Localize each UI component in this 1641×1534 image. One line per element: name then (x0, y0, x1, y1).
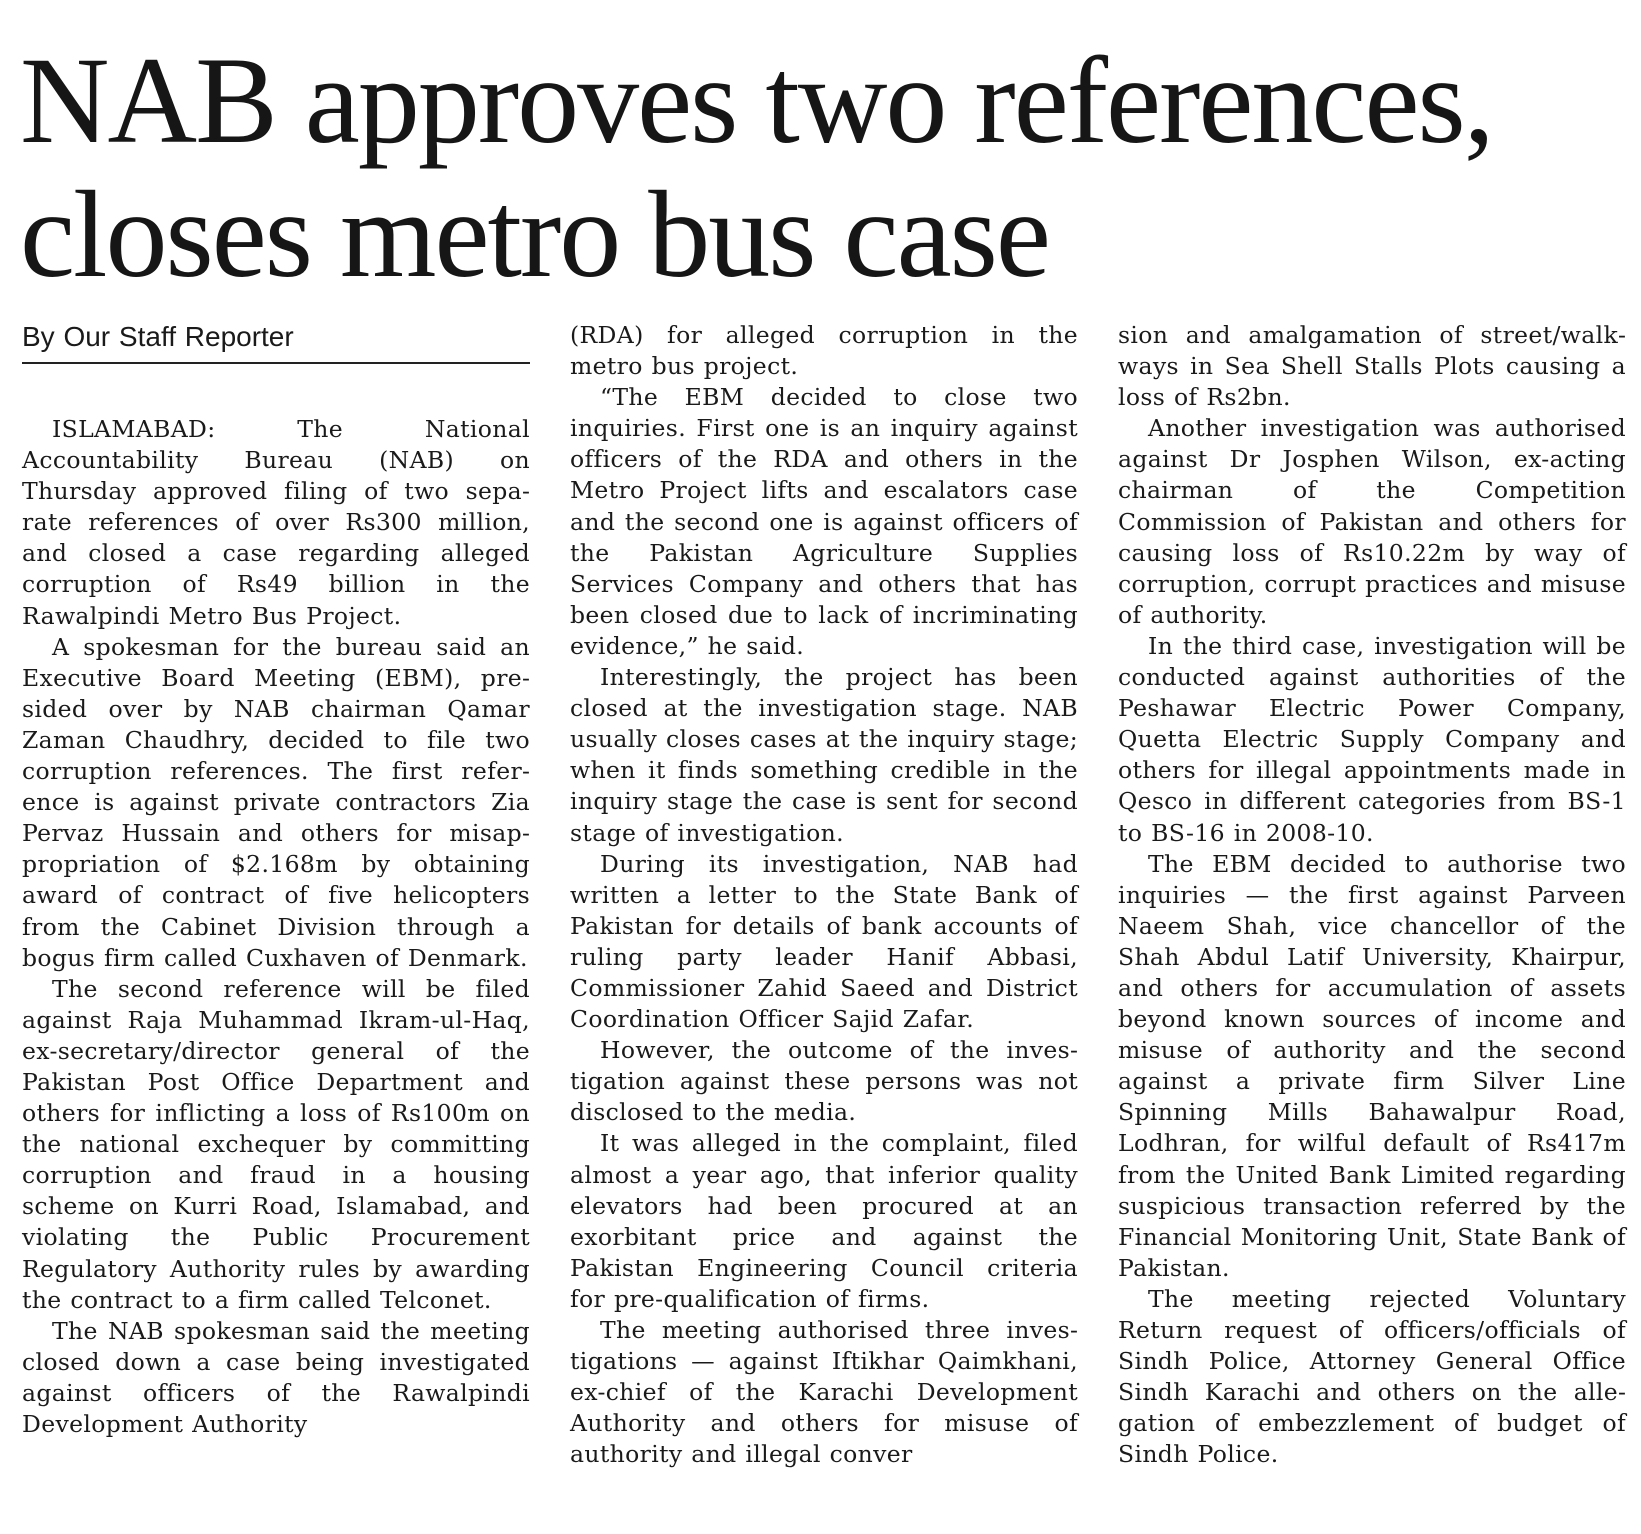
paragraph: The meeting rejected Voluntary Return request of officers/officials of Sindh Police, Attorney General Office Sindh Karachi and others on the allegation of embezzlement of budget of Sindh Police. (1118, 1284, 1626, 1469)
paragraph: It was alleged in the complaint, filed almost a year ago, that inferior quality elevators had been procured at an exorbitant price and against the Pakistan Engineering Council criteria for pre-qualification of firms. (570, 1129, 1078, 1313)
headline (20, 34, 1620, 302)
headline-line-2: closes metro bus case (20, 166, 1049, 303)
paragraph: The EBM decided to authorise two inquiries — the first against Parveen Naeem Shah, vice chancellor of the Shah Abdul Latif University, Khairpur, and others for accumulation of assets beyond known sources of income and misuse of authority and the second against a private firm Silver Line Spinning Mills Bahawalpur Road, Lodhran, for wilful default of Rs417m from the United Bank Limited regarding suspicious transaction referred by the Financial Monitoring Unit, State Bank of Pakistan. (1118, 849, 1626, 1282)
paragraph: A spokesman for the bureau said an Executive Board Meeting (EBM), presided over by NAB chairman Qamar Zaman Chaudhry, decided to file two corruption references. The first reference is against private contractors Zia Pervaz Hussain and others for misappropriation of $2.168m by obtaining award of contract of five helicopters from the Cabinet Division through a bogus firm called Cuxhaven of Denmark. (22, 632, 530, 972)
byline: By Our Staff Reporter (22, 320, 530, 364)
paragraph: During its investigation, NAB had written a letter to the State Bank of Pakistan for details of bank accounts of ruling party leader Hanif Abbasi, Commissioner Zahid Saeed and District Coordination Officer Sajid Zafar. (570, 849, 1078, 1034)
column-2 (570, 320, 1078, 1520)
paragraph: The meeting authorised three investigations — against Iftikhar Qaimkhani, ex-chief of the Karachi Development Authority and others for misuse of authority and illegal conver (570, 1316, 1078, 1469)
column-3 (1118, 320, 1626, 1520)
paragraph-continued: sion and amalgamation of street/walkways in Sea Shell Stalls Plots causing a loss of Rs2bn. (1118, 321, 1626, 412)
paragraph-continued: (RDA) for alleged corruption in the metro bus project. (570, 321, 1078, 381)
column-1 (22, 320, 530, 1520)
paragraph: In the third case, investigation will be conducted against authorities of the Peshawar Electric Power Company, Quetta Electric Supply Company and others for illegal appointments made in Qesco in different categories from BS-1 to BS-16 in 2008-10. (1118, 631, 1626, 847)
paragraph: Interestingly, the project has been closed at the investigation stage. NAB usually closes cases at the inquiry stage; when it finds something credible in the inquiry stage the case is sent for second stage of investigation. (570, 663, 1078, 847)
article-body (22, 320, 1627, 1520)
paragraph: The NAB spokesman said the meeting closed down a case being investigated against officers of the Rawalpindi Development Authority (22, 1316, 530, 1438)
paragraph: ISLAMABAD: The National Accountability Bureau (NAB) on Thursday approved filing of two separate references of over Rs300 million, and closed a case regarding alleged corruption of Rs49 billion in the Rawalpindi Metro Bus Project. (22, 415, 530, 630)
paragraph: The second reference will be filed against Raja Muhammad Ikram-ul-Haq, ex-secretary/director general of the Pakistan Post Office Department and others for inflicting a loss of Rs100m on the national exchequer by committing corruption and fraud in a housing scheme on Kurri Road, Islamabad, and violating the Public Procurement Regulatory Authority rules by awarding the contract to a firm called Telconet. (22, 974, 530, 1314)
paragraph: However, the outcome of the investigation against these persons was not disclosed to the media. (570, 1036, 1078, 1127)
paragraph: “The EBM decided to close two inquiries. First one is an inquiry against officers of the RDA and others in the Metro Project lifts and escalators case and the second one is against officers of the Pakistan Agriculture Supplies Services Company and others that has been closed due to lack of incriminating evidence,” he said. (570, 383, 1078, 660)
paragraph: Another investigation was authorised against Dr Josphen Wilson, ex-acting chairman of the Competition Commission of Pakistan and others for causing loss of Rs10.22m by way of corruption, corrupt practices and misuse of authority. (1118, 414, 1626, 629)
headline-line-1: NAB approves two references, (20, 32, 1493, 169)
